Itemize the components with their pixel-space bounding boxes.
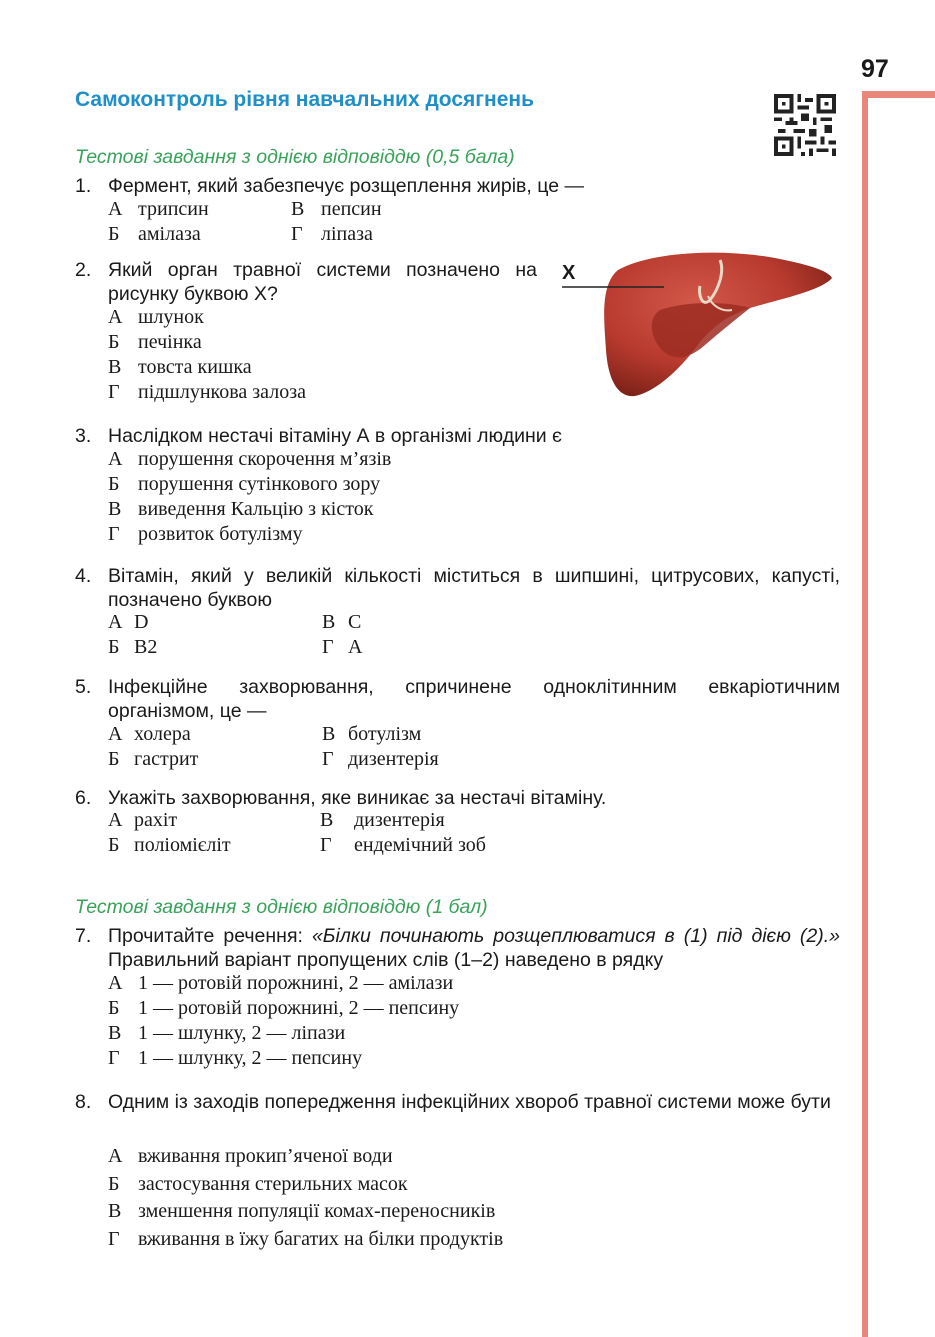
section-title-1: Тестові завдання з однією відповіддю (0,5 бала) xyxy=(75,146,515,168)
option[interactable] xyxy=(108,331,202,354)
option[interactable] xyxy=(108,448,391,471)
question-number: 3. xyxy=(75,425,92,447)
option[interactable] xyxy=(108,809,177,832)
figure-label-x: Х xyxy=(562,262,576,284)
question-text: Фермент, який забезпечує розщеплення жирів, це — xyxy=(108,175,584,197)
option-text: трипсин xyxy=(138,198,209,220)
option[interactable] xyxy=(108,523,303,546)
option-letter: В xyxy=(322,723,336,745)
option[interactable] xyxy=(108,381,306,404)
option[interactable] xyxy=(291,223,373,246)
option-text: ліпаза xyxy=(321,223,373,245)
option[interactable] xyxy=(108,498,373,521)
option[interactable] xyxy=(108,473,380,496)
option[interactable] xyxy=(322,636,362,659)
option[interactable] xyxy=(322,748,439,771)
question-5 xyxy=(75,675,840,723)
option-text: рахіт xyxy=(134,809,178,831)
option-text: В2 xyxy=(134,636,158,658)
option-text: зменшення популяції комах-переносників xyxy=(138,1200,496,1222)
option-text: товста кишка xyxy=(138,356,252,378)
option-text: шлунок xyxy=(138,306,204,328)
option-letter: Б xyxy=(108,834,120,856)
option-text: А xyxy=(348,636,363,658)
option[interactable] xyxy=(320,834,486,857)
page-edge-bar-vertical xyxy=(862,91,868,1337)
option-text: підшлункова залоза xyxy=(138,381,306,403)
option-text: 1 — ротовій порожнині, 2 — амілази xyxy=(138,972,454,994)
option-letter: В xyxy=(108,1200,122,1222)
option-text: вживання прокип’яченої води xyxy=(138,1145,393,1167)
question-text: Який орган травної системи позначено на рисунку буквою Х? xyxy=(108,259,537,305)
option-letter: Б xyxy=(108,636,120,658)
question-text: Укажіть захворювання, яке виникає за нестачі вітаміну. xyxy=(108,787,607,809)
option[interactable] xyxy=(108,972,453,995)
question-7 xyxy=(75,924,840,972)
option-letter: Г xyxy=(322,636,334,658)
option-text: 1 — шлунку, 2 — ліпази xyxy=(138,1022,346,1044)
question-number: 1. xyxy=(75,175,92,197)
option-text: пепсин xyxy=(321,198,382,220)
question-3 xyxy=(75,424,840,448)
option-letter: Б xyxy=(108,331,120,353)
question-8 xyxy=(75,1090,840,1114)
option-text: вживання в їжу багатих на білки продуктів xyxy=(138,1228,504,1250)
option-letter: Г xyxy=(320,834,332,856)
option-letter: А xyxy=(108,611,123,633)
option-text: С xyxy=(348,611,362,633)
question-number: 8. xyxy=(75,1091,92,1113)
option[interactable] xyxy=(108,1145,393,1168)
option[interactable] xyxy=(108,198,209,221)
option-letter: Г xyxy=(108,381,120,403)
page-edge-bar-horizontal xyxy=(862,91,935,98)
option-text: ботулізм xyxy=(348,723,422,745)
section-title-2: Тестові завдання з однією відповіддю (1 бал) xyxy=(75,896,488,918)
option-letter: Г xyxy=(322,748,334,770)
question-4 xyxy=(75,564,840,612)
option-letter: Б xyxy=(108,997,120,1019)
option[interactable] xyxy=(108,1173,408,1196)
option-text: поліомієліт xyxy=(134,834,231,856)
option[interactable] xyxy=(108,997,459,1020)
option[interactable] xyxy=(108,723,191,746)
page-number: 97 xyxy=(861,55,889,83)
question-number: 7. xyxy=(75,925,92,947)
option[interactable] xyxy=(291,198,382,221)
option-letter: В xyxy=(108,498,122,520)
option-letter: Г xyxy=(291,223,303,245)
question-text xyxy=(108,924,840,972)
option-letter: В xyxy=(291,198,305,220)
option-letter: Г xyxy=(108,1228,120,1250)
option-text: виведення Кальцію з кісток xyxy=(138,498,374,520)
question-number: 6. xyxy=(75,787,92,809)
page-heading: Самоконтроль рівня навчальних досягнень xyxy=(75,88,534,111)
qr-code-icon[interactable] xyxy=(773,94,837,156)
option[interactable] xyxy=(108,748,198,771)
option-letter: Г xyxy=(108,523,120,545)
option-text: дизентерія xyxy=(348,748,439,770)
option-letter: А xyxy=(108,198,123,220)
option-letter: Б xyxy=(108,473,120,495)
option-letter: Б xyxy=(108,1173,120,1195)
question-text: Наслідком нестачі вітаміну А в організмі людини є xyxy=(108,425,563,447)
question-text: Вітамін, який у великій кількості міститься в шипшині, цитрусових, капусті, позначено буквою xyxy=(108,565,840,611)
page-edge-bar xyxy=(862,91,935,1337)
question-quote: «Білки починають розщеплюватися в (1) під дією (2).» xyxy=(311,925,841,947)
option[interactable] xyxy=(108,1200,495,1223)
option[interactable] xyxy=(108,1228,503,1251)
option-text: 1 — ротовій порожнині, 2 — пепсину xyxy=(138,997,460,1019)
option[interactable] xyxy=(320,809,445,832)
option-text: ендемічний зоб xyxy=(354,834,486,856)
question-text-rest: Правильний варіант пропущених слів (1–2) наведено в рядку xyxy=(108,949,664,971)
option[interactable] xyxy=(108,1022,345,1045)
option[interactable] xyxy=(108,223,201,246)
option-text: гастрит xyxy=(134,748,199,770)
question-1 xyxy=(75,174,840,198)
option-text: 1 — шлунку, 2 — пепсину xyxy=(138,1047,363,1069)
question-number: 2. xyxy=(75,259,92,281)
question-2 xyxy=(75,258,537,306)
option-text: розвиток ботулізму xyxy=(138,523,303,545)
option[interactable] xyxy=(108,306,204,329)
option-text: холера xyxy=(134,723,191,745)
question-text-intro: Прочитайте речення: xyxy=(108,925,312,947)
option-letter: А xyxy=(108,723,123,745)
liver-illustration xyxy=(560,250,835,400)
option[interactable] xyxy=(108,611,148,634)
option-text: дизентерія xyxy=(354,809,445,831)
option-text: застосування стерильних масок xyxy=(138,1173,408,1195)
option-letter: А xyxy=(108,448,123,470)
option-letter: А xyxy=(108,1145,123,1167)
question-text: Одним із заходів попередження інфекційних хвороб травної системи може бути xyxy=(108,1091,831,1113)
option-letter: А xyxy=(108,306,123,328)
option-letter: В xyxy=(108,1022,122,1044)
option[interactable] xyxy=(108,636,157,659)
question-number: 4. xyxy=(75,565,92,587)
option-text: амілаза xyxy=(138,223,201,245)
option-text: порушення скорочення м’язів xyxy=(138,448,392,470)
question-text: Інфекційне захворювання, спричинене одноклітинним евкаріотичним організмом, це — xyxy=(108,676,840,722)
option-letter: Б xyxy=(108,748,120,770)
option[interactable] xyxy=(322,723,421,746)
option[interactable] xyxy=(322,611,361,634)
option-letter: В xyxy=(108,356,122,378)
option-letter: Г xyxy=(108,1047,120,1069)
option-letter: А xyxy=(108,972,123,994)
option-text: печінка xyxy=(138,331,202,353)
option-text: порушення сутінкового зору xyxy=(138,473,381,495)
option-letter: А xyxy=(108,809,123,831)
option-letter: В xyxy=(320,809,334,831)
option[interactable] xyxy=(108,834,231,857)
option-text: D xyxy=(134,611,149,633)
question-6 xyxy=(75,786,840,810)
option[interactable] xyxy=(108,1047,362,1070)
question-number: 5. xyxy=(75,676,92,698)
option-letter: В xyxy=(322,611,336,633)
option-letter: Б xyxy=(108,223,120,245)
option[interactable] xyxy=(108,356,252,379)
